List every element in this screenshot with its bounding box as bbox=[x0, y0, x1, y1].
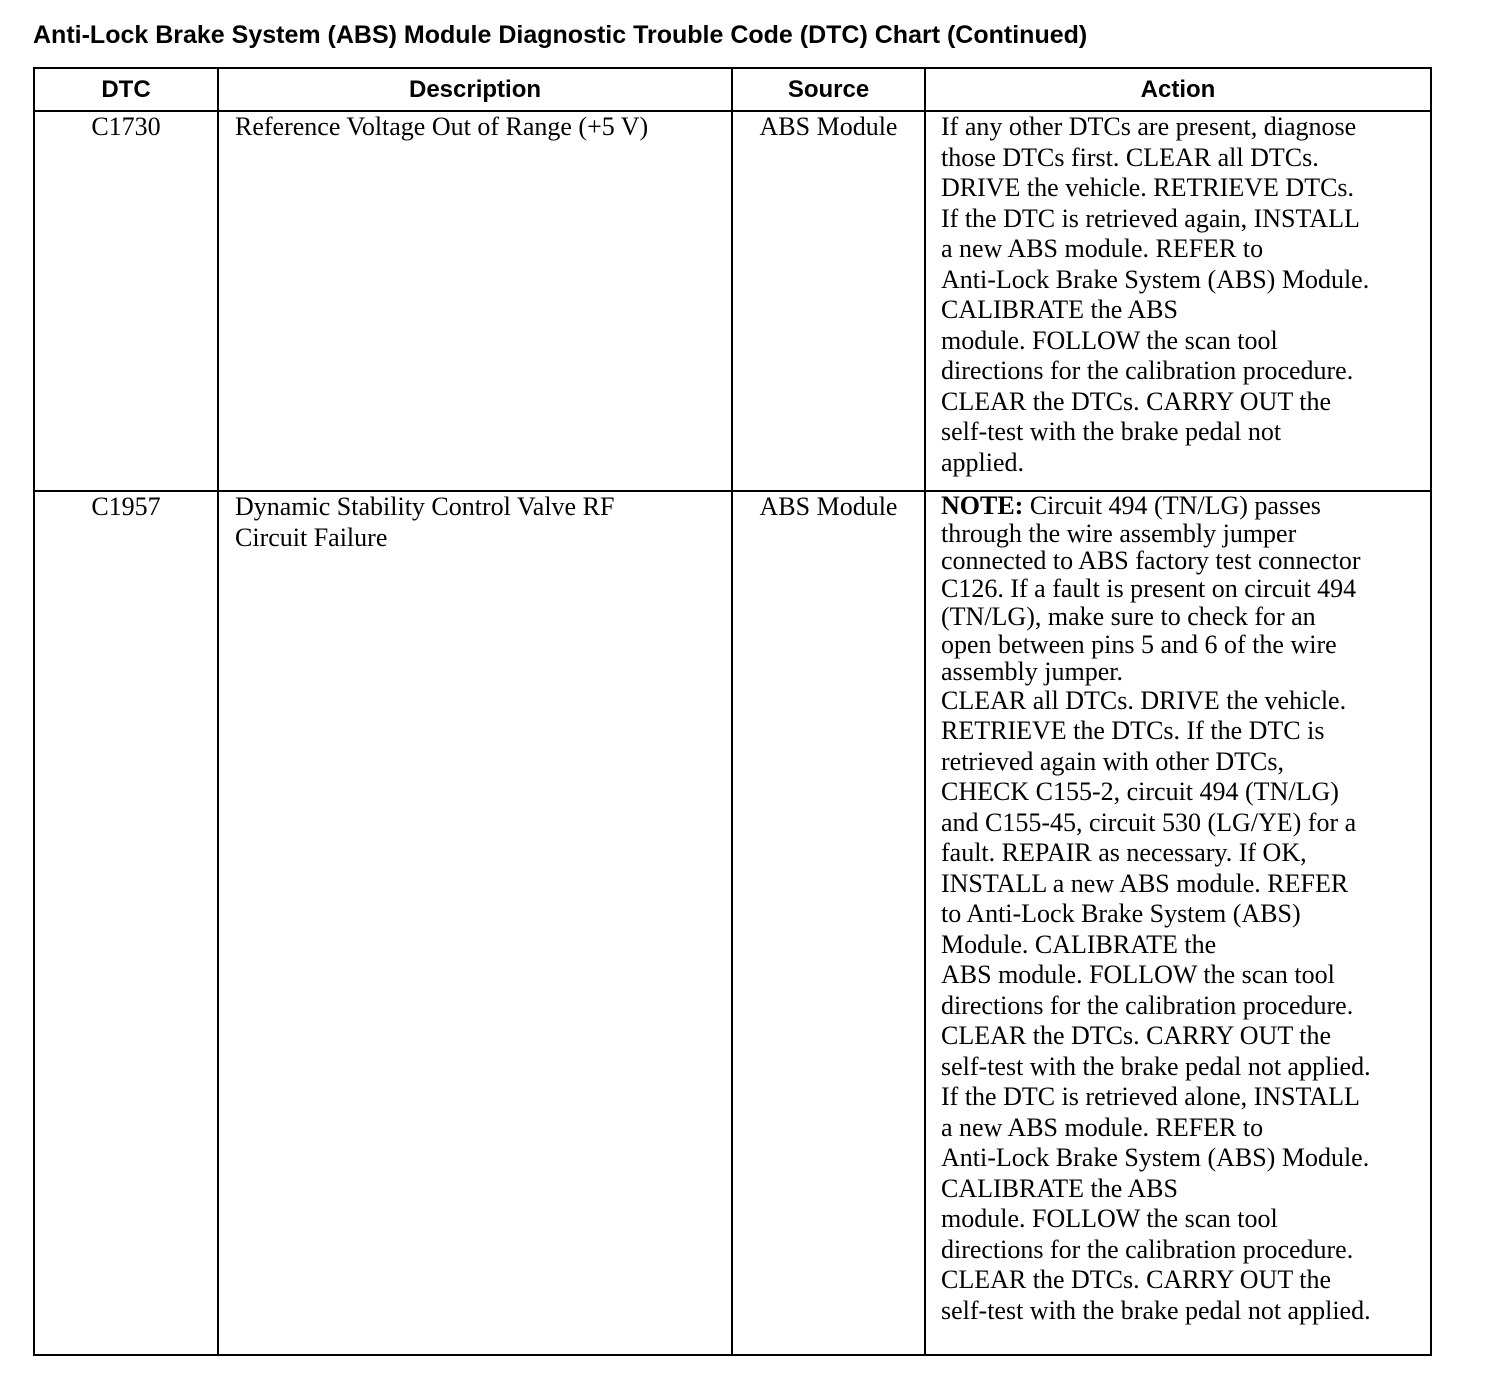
action-line: CLEAR the DTCs. CARRY OUT the bbox=[941, 1021, 1332, 1051]
action-line: directions for the calibration procedure. bbox=[941, 990, 1354, 1020]
action-line: ABS module. FOLLOW the scan tool bbox=[941, 960, 1335, 990]
action-line: CHECK C155-2, circuit 494 (TN/LG) bbox=[941, 777, 1339, 807]
note-line: assembly jumper. bbox=[941, 657, 1123, 687]
action-line: CLEAR all DTCs. DRIVE the vehicle. bbox=[941, 685, 1347, 715]
action-line: module. FOLLOW the scan tool bbox=[941, 1204, 1278, 1234]
table-header-row bbox=[34, 68, 1431, 111]
action-line: CLEAR the DTCs. CARRY OUT the bbox=[941, 386, 1332, 416]
action-line: retrieved again with other DTCs, bbox=[941, 746, 1284, 776]
dtc-code: C1730 bbox=[34, 111, 218, 491]
dtc-description bbox=[218, 111, 732, 491]
header-source: Source bbox=[732, 68, 925, 111]
action-line: Module. CALIBRATE the bbox=[941, 929, 1217, 959]
note-line: (TN/LG), make sure to check for an bbox=[941, 601, 1316, 631]
note-line: open between pins 5 and 6 of the wire bbox=[941, 629, 1337, 659]
page-title: Anti-Lock Brake System (ABS) Module Diagnostic Trouble Code (DTC) Chart (Continued) bbox=[33, 21, 1088, 49]
action-line: Anti-Lock Brake System (ABS) Module. bbox=[941, 1143, 1370, 1173]
action-line: Anti-Lock Brake System (ABS) Module. bbox=[941, 264, 1370, 294]
action-line: and C155-45, circuit 530 (LG/YE) for a bbox=[941, 807, 1357, 837]
dtc-action bbox=[925, 111, 1431, 491]
action-line: directions for the calibration procedure. bbox=[941, 356, 1354, 385]
header-action: Action bbox=[925, 68, 1431, 111]
action-line: those DTCs first. CLEAR all DTCs. bbox=[941, 142, 1319, 172]
dtc-source: ABS Module bbox=[732, 491, 925, 1355]
action-line: applied. bbox=[941, 447, 1025, 477]
dtc-code: C1957 bbox=[34, 491, 218, 1355]
action-line: CLEAR the DTCs. CARRY OUT the bbox=[941, 1265, 1332, 1295]
dtc-description bbox=[218, 491, 732, 1355]
action-line: directions for the calibration procedure. bbox=[941, 1234, 1354, 1264]
description-line: Reference Voltage Out of Range (+5 V) bbox=[235, 112, 649, 141]
action-line: CALIBRATE the ABS bbox=[941, 295, 1178, 324]
action-line: If the DTC is retrieved again, INSTALL bbox=[941, 203, 1360, 233]
action-line: a new ABS module. REFER to bbox=[941, 234, 1264, 263]
note-text: Circuit 494 (TN/LG) passes bbox=[1023, 491, 1321, 520]
note-line: C126. If a fault is present on circuit 494 bbox=[941, 574, 1357, 604]
action-line: a new ABS module. REFER to bbox=[941, 1112, 1264, 1142]
note-line: through the wire assembly jumper bbox=[941, 518, 1297, 548]
table-row bbox=[34, 111, 1431, 491]
action-line: DRIVE the vehicle. RETRIEVE DTCs. bbox=[941, 173, 1355, 202]
dtc-action bbox=[925, 491, 1431, 1355]
header-dtc: DTC bbox=[34, 68, 218, 111]
action-line: self-test with the brake pedal not bbox=[941, 417, 1282, 446]
action-line: fault. REPAIR as necessary. If OK, bbox=[941, 838, 1307, 868]
action-line: self-test with the brake pedal not applied. bbox=[941, 1295, 1371, 1325]
action-line: self-test with the brake pedal not applied. bbox=[941, 1051, 1371, 1081]
action-line: If the DTC is retrieved alone, INSTALL bbox=[941, 1082, 1360, 1112]
note-label: NOTE: bbox=[941, 491, 1024, 520]
header-description: Description bbox=[218, 68, 732, 111]
note-line bbox=[941, 492, 1424, 520]
action-line: to Anti-Lock Brake System (ABS) bbox=[941, 899, 1301, 929]
dtc-chart-table bbox=[33, 67, 1432, 1356]
action-line: If any other DTCs are present, diagnose bbox=[941, 112, 1357, 141]
action-line: module. FOLLOW the scan tool bbox=[941, 325, 1278, 355]
table-row bbox=[34, 491, 1431, 1355]
description-line: Circuit Failure bbox=[235, 522, 388, 552]
note-line: connected to ABS factory test connector bbox=[941, 546, 1361, 576]
action-line: INSTALL a new ABS module. REFER bbox=[941, 868, 1349, 898]
action-line: CALIBRATE the ABS bbox=[941, 1173, 1178, 1203]
dtc-source: ABS Module bbox=[732, 111, 925, 491]
description-line: Dynamic Stability Control Valve RF bbox=[235, 492, 615, 521]
action-line: RETRIEVE the DTCs. If the DTC is bbox=[941, 716, 1325, 746]
